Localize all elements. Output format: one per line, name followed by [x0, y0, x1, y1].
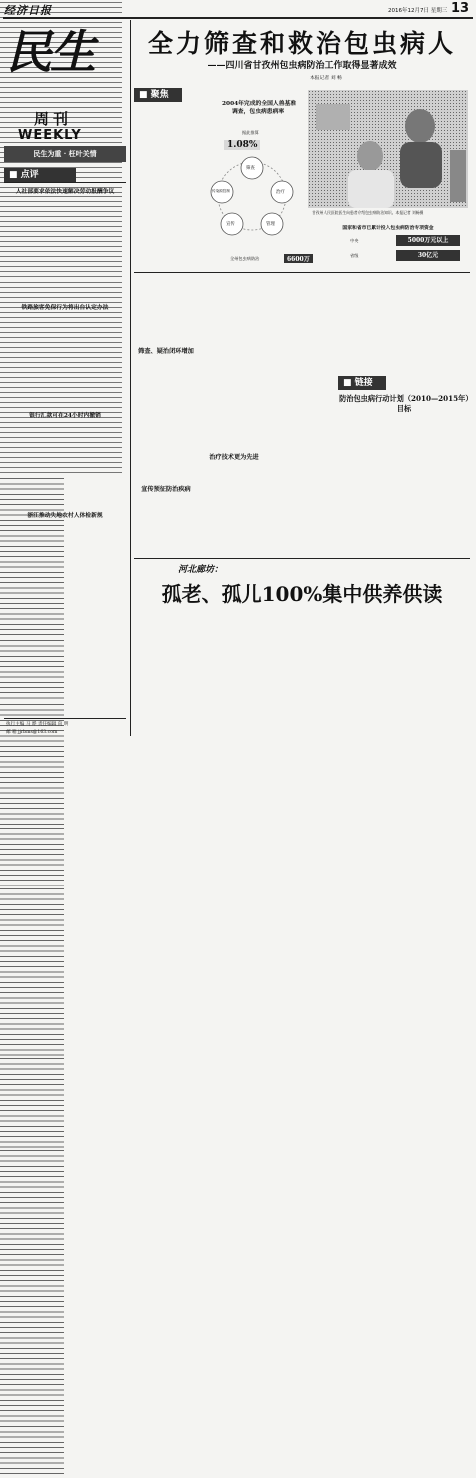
date-line: 2016年12月7日 星期三: [388, 8, 448, 14]
main-headline: 全力筛查和救治包虫病人: [147, 29, 456, 58]
bottom-kicker: 河北廊坊：: [178, 565, 224, 575]
main-subheadline: ——四川省甘孜州包虫病防治工作取得显著成效: [207, 61, 397, 71]
commentary-title: 人社部要求依法快速解决劳动报酬争议: [15, 189, 115, 195]
masthead-logo: 经济日报: [4, 4, 52, 17]
photo-caption: 甘孜州人民医院医生向患者介绍包虫病防治知识。本报记者 刘畅摄: [312, 210, 424, 215]
header-rule: [3, 17, 473, 19]
box-2-label: 省级: [350, 253, 359, 258]
divider: [4, 182, 126, 183]
node-2: 传染源控制: [212, 189, 230, 193]
link-title: 防治包虫病行动计划（2010—2015年）目标: [339, 394, 469, 413]
slogan-text: 民生为重 · 枉叶关情: [33, 149, 97, 158]
divider: [134, 272, 470, 273]
footer-rule: [4, 718, 126, 719]
body-col-3: [0, 1148, 64, 1424]
section-title-minsheng: 民生: [6, 25, 94, 79]
body-col-1a: [0, 638, 64, 702]
left-bottom-label: 全州包虫病防治: [230, 256, 260, 261]
item3-title: 银行汇款可在24小时内撤销: [29, 413, 101, 419]
item4-title: 浙江推动失地农村人体检新规: [27, 513, 103, 519]
intro-body: [0, 476, 64, 638]
box-1-label: 中央: [350, 238, 359, 243]
infographic-title-1: 2004年完成的全国人兽基准: [222, 101, 297, 107]
body-col-2b: [0, 1056, 64, 1148]
left-bottom-value: 6600万: [284, 254, 313, 263]
infographic-title-2: 调查，包虫病患病率: [232, 109, 285, 115]
bullet-icon: ■: [9, 170, 18, 180]
email-line: 邮 箱 jjrbms@163.com: [6, 730, 58, 735]
bullet-icon: ■: [139, 90, 148, 100]
box-2-value: 30亿元: [396, 250, 460, 261]
stat-percent: 1.08%: [224, 140, 260, 150]
body-col-1c: [0, 826, 64, 886]
divider: [134, 558, 470, 559]
node-3: 治疗: [276, 190, 285, 195]
byline: 本报记者 刘 畅: [310, 76, 342, 81]
subhead-1: 筛查、疑治闭环增加: [138, 348, 194, 355]
photo-figures: [308, 90, 468, 208]
subhead-3: 宣传预征防治疾病: [141, 486, 191, 493]
node-5: 管理: [266, 222, 275, 227]
slogan-banner: [4, 146, 126, 162]
bullet-icon: ■: [343, 378, 352, 388]
bottom-headline: 孤老、孤儿100%集中供养供读: [161, 582, 443, 606]
item3-body: [0, 194, 122, 280]
body-col-4: [0, 1424, 64, 1478]
column-divider: [130, 20, 131, 736]
weekly-cn: 周刊: [34, 110, 73, 128]
infographic: [200, 90, 470, 270]
focus-label: ■ 聚焦: [134, 88, 182, 102]
panel-title: 国家和省市已累计投入包虫病防治专项资金: [342, 225, 434, 231]
subhead-2: 治疗技术更为先进: [209, 454, 259, 461]
commentary-label: ■ 点评: [4, 168, 76, 182]
stat-note: 据此推算: [242, 130, 259, 135]
photo-doctor-patient: [308, 90, 468, 208]
node-4: 宣传: [226, 222, 235, 227]
weekly-en: WEEKLY: [18, 128, 82, 143]
box-1-value: 5000万元以上: [396, 235, 460, 246]
page-number: 13: [451, 1, 470, 16]
item2-title: 铁路旅客免保行为将出台认定办法: [21, 305, 109, 311]
editor-line: 执行主编 马 晔 责任编辑 向 明: [6, 722, 69, 727]
link-label: ■ 链接: [338, 376, 386, 390]
body-col-2a: [0, 886, 64, 1056]
node-1: 筛查: [246, 166, 255, 171]
